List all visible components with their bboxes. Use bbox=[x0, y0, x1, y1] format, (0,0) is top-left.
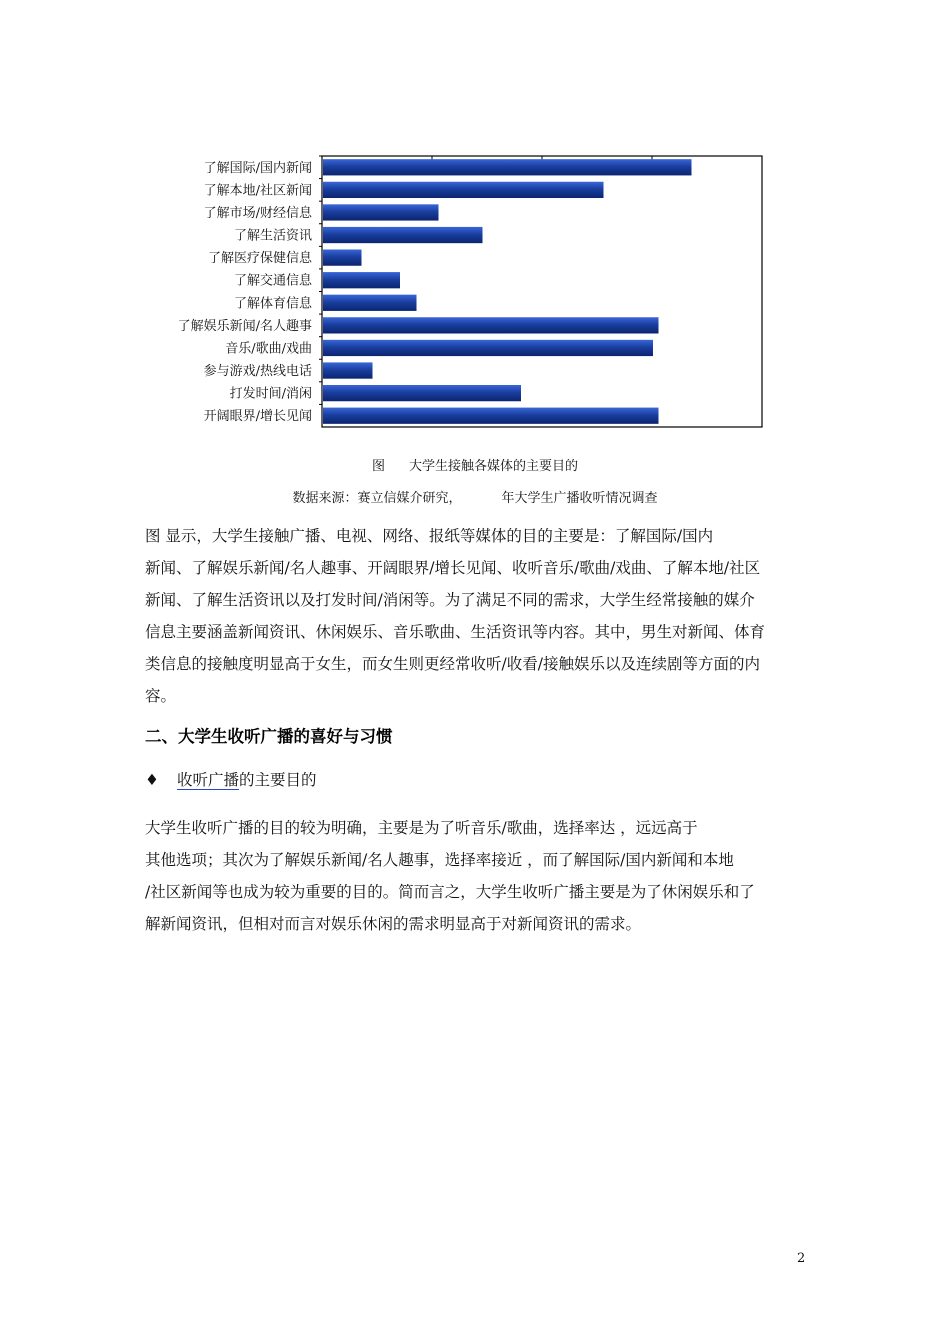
category-label: 参与游戏/热线电话 bbox=[203, 364, 312, 380]
bullet-item bbox=[145, 768, 317, 790]
category-label: 了解本地/社区新闻 bbox=[203, 183, 312, 199]
bar-chart bbox=[150, 150, 790, 435]
category-label: 了解娱乐新闻/名人趣事 bbox=[177, 318, 312, 334]
bar bbox=[323, 249, 362, 265]
diamond-bullet-icon: ♦ bbox=[145, 771, 159, 789]
bar bbox=[323, 182, 604, 198]
category-label: 了解生活资讯 bbox=[233, 228, 312, 244]
bar bbox=[323, 317, 659, 333]
page-number: 2 bbox=[797, 1251, 806, 1266]
paragraph-media-purposes bbox=[145, 520, 810, 712]
bar bbox=[323, 385, 521, 401]
para1-line: 新闻、了解生活资讯以及打发时间/消闲等。为了满足不同的需求，大学生经常接触的媒介 bbox=[145, 591, 755, 609]
chart-svg bbox=[150, 150, 790, 435]
para2-line: 解新闻资讯，但相对而言对娱乐休闲的需求明显高于对新闻资讯的需求。 bbox=[145, 915, 642, 933]
bar bbox=[323, 408, 659, 424]
link-listen-radio[interactable]: 收听广播 bbox=[177, 771, 240, 789]
category-label: 了解国际/国内新闻 bbox=[203, 160, 312, 176]
bar bbox=[323, 227, 483, 243]
bar bbox=[323, 204, 439, 220]
para1-line: 图 显示，大学生接触广播、电视、网络、报纸等媒体的目的主要是：了解国际/国内 bbox=[145, 527, 714, 545]
bar bbox=[323, 295, 417, 311]
source-prefix: 数据来源：赛立信媒介研究， bbox=[292, 491, 462, 506]
data-source bbox=[0, 487, 950, 506]
category-label: 了解交通信息 bbox=[233, 273, 312, 289]
bar bbox=[323, 272, 400, 288]
paragraph-radio-purposes bbox=[145, 812, 810, 940]
category-label: 开阔眼界/增长见闻 bbox=[203, 409, 312, 425]
section-heading: 二、大学生收听广播的喜好与习惯 bbox=[145, 727, 393, 746]
para2-line: 大学生收听广播的目的较为明确，主要是为了听音乐/歌曲，选择率达 ，远远高于 bbox=[145, 819, 698, 837]
category-label: 了解医疗保健信息 bbox=[207, 251, 312, 267]
figure-caption bbox=[0, 455, 950, 474]
bar bbox=[323, 340, 653, 356]
para1-line: 新闻、了解娱乐新闻/名人趣事、开阔眼界/增长见闻、收听音乐/歌曲/戏曲、了解本地/社区 bbox=[145, 559, 761, 577]
bar bbox=[323, 159, 692, 175]
category-label: 打发时间/消闲 bbox=[229, 386, 312, 402]
bar bbox=[323, 362, 373, 378]
para1-line: 信息主要涵盖新闻资讯、休闲娱乐、音乐歌曲、生活资讯等内容。其中，男生对新闻、体育 bbox=[145, 623, 766, 641]
bullet-rest-text: 的主要目的 bbox=[239, 771, 317, 789]
para2-line: /社区新闻等也成为较为重要的目的。简而言之，大学生收听广播主要是为了休闲娱乐和了 bbox=[145, 883, 755, 901]
para1-line: 容。 bbox=[145, 687, 177, 705]
caption-title: 大学生接触各媒体的主要目的 bbox=[409, 459, 579, 474]
category-label: 了解体育信息 bbox=[233, 296, 312, 312]
caption-prefix: 图 bbox=[371, 459, 385, 474]
category-label: 音乐/歌曲/戏曲 bbox=[225, 341, 312, 357]
source-suffix: 年大学生广播收听情况调查 bbox=[501, 491, 658, 506]
para2-line: 其他选项；其次为了解娱乐新闻/名人趣事，选择率接近 ，而了解国际/国内新闻和本地 bbox=[145, 851, 734, 869]
category-label: 了解市场/财经信息 bbox=[203, 205, 312, 221]
para1-line: 类信息的接触度明显高于女生，而女生则更经常收听/收看/接触娱乐以及连续剧等方面的内 bbox=[145, 655, 760, 673]
